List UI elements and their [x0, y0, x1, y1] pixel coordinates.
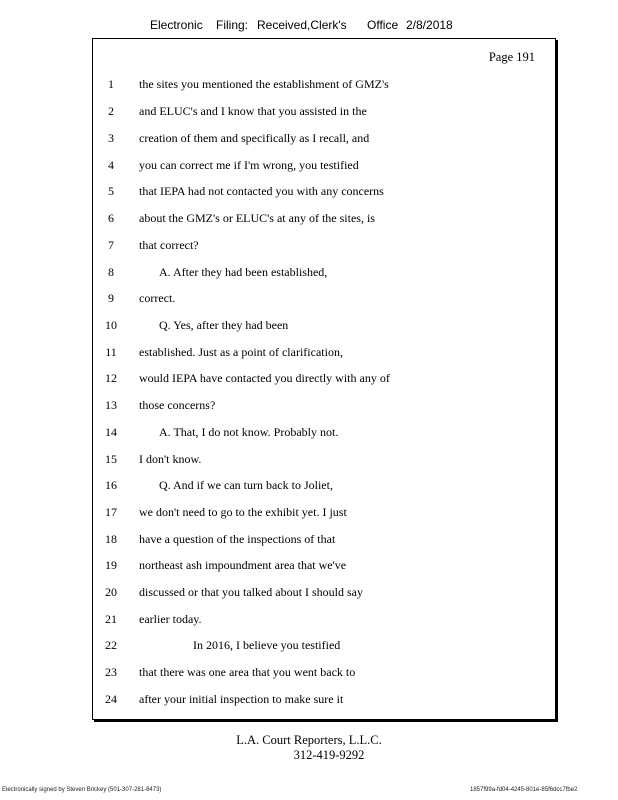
- transcript-line: [93, 342, 555, 362]
- header-office: Office: [367, 18, 399, 32]
- line-text: I don't know.: [139, 452, 202, 466]
- line-number: 16: [105, 478, 117, 492]
- line-number: 22: [105, 638, 117, 652]
- line-text: the sites you mentioned the establishment of GMZ's: [139, 77, 389, 91]
- line-text: A. After they had been established,: [159, 265, 328, 279]
- transcript-line: [93, 235, 555, 255]
- line-number: 10: [105, 318, 117, 332]
- line-text: about the GMZ's or ELUC's at any of the sites, is: [139, 211, 375, 225]
- header-filing: Filing:: [216, 18, 249, 32]
- transcript-line: [93, 74, 555, 94]
- transcript-line: [93, 422, 555, 442]
- line-text: correct.: [139, 291, 176, 305]
- line-text: Q. And if we can turn back to Joliet,: [159, 478, 333, 492]
- line-text: after your initial inspection to make sure it: [139, 692, 344, 706]
- line-number: 5: [108, 184, 114, 198]
- header-electronic: Electronic: [150, 18, 203, 32]
- line-number: 20: [105, 585, 117, 599]
- line-text: established. Just as a point of clarification,: [139, 345, 343, 359]
- header-received: Received,Clerk's: [257, 18, 347, 32]
- line-number: 14: [105, 425, 117, 439]
- line-number: 23: [105, 665, 117, 679]
- transcript-line: [93, 101, 555, 121]
- line-number: 9: [108, 291, 114, 305]
- transcript-line: [93, 662, 555, 682]
- transcript-line: [93, 529, 555, 549]
- transcript-line: [93, 449, 555, 469]
- line-text: that IEPA had not contacted you with any concerns: [139, 184, 384, 198]
- line-text: creation of them and specifically as I recall, and: [139, 131, 370, 145]
- transcript-line: [93, 155, 555, 175]
- line-number: 15: [105, 452, 117, 466]
- header-date: 2/8/2018: [406, 18, 453, 32]
- line-text: have a question of the inspections of that: [139, 532, 336, 546]
- line-number: 1: [108, 77, 114, 91]
- line-text: would IEPA have contacted you directly with any of: [139, 371, 390, 385]
- line-number: 2: [108, 104, 114, 118]
- line-text: you can correct me if I'm wrong, you testified: [139, 158, 359, 172]
- line-number: 21: [105, 612, 117, 626]
- transcript-line: [93, 475, 555, 495]
- transcript-line: [93, 181, 555, 201]
- page-number: Page 191: [488, 50, 535, 64]
- transcript-line: [93, 128, 555, 148]
- transcript-line: [93, 315, 555, 335]
- transcript-line: [93, 262, 555, 282]
- transcript-line: [93, 368, 555, 388]
- line-text: northeast ash impoundment area that we've: [139, 558, 347, 572]
- line-text: earlier today.: [139, 612, 202, 626]
- line-number: 12: [105, 371, 117, 385]
- line-text: discussed or that you talked about I should say: [139, 585, 363, 599]
- transcript-line: [93, 395, 555, 415]
- line-number: 13: [105, 398, 117, 412]
- line-number: 6: [108, 211, 114, 225]
- transcript-line: [93, 609, 555, 629]
- transcript-line: [93, 635, 555, 655]
- line-number: 24: [105, 692, 117, 706]
- line-number: 8: [108, 265, 114, 279]
- line-number: 7: [108, 238, 114, 252]
- transcript-page: [92, 38, 556, 720]
- line-text: Q. Yes, after they had been: [159, 318, 289, 332]
- line-text: and ELUC's and I know that you assisted in the: [139, 104, 367, 118]
- line-text: that there was one area that you went back to: [139, 665, 356, 679]
- transcript-line: [93, 689, 555, 709]
- line-number: 11: [105, 345, 117, 359]
- reporter-company: L.A. Court Reporters, L.L.C.: [236, 733, 382, 747]
- line-number: 17: [105, 505, 117, 519]
- line-text: those concerns?: [139, 398, 216, 412]
- line-number: 4: [108, 158, 114, 172]
- line-text: we don't need to go to the exhibit yet. I just: [139, 505, 347, 519]
- transcript-line: [93, 555, 555, 575]
- electronic-signature: Electronically signed by Steven Brickey (501-307-281-8473): [2, 787, 162, 793]
- transcript-line: [93, 288, 555, 308]
- line-text: that correct?: [139, 238, 199, 252]
- line-text: In 2016, I believe you testified: [193, 638, 341, 652]
- transcript-line: [93, 582, 555, 602]
- transcript-line: [93, 502, 555, 522]
- line-number: 19: [105, 558, 117, 572]
- transcript-line: [93, 208, 555, 228]
- line-number: 18: [105, 532, 117, 546]
- line-text: A. That, I do not know. Probably not.: [159, 425, 339, 439]
- filing-header: [0, 18, 618, 36]
- document-hash: 1857f99a-fd04-4245-801e-85f6dcc7fbe2: [470, 787, 578, 793]
- reporter-phone: 312-419-9292: [293, 748, 365, 762]
- line-number: 3: [108, 131, 114, 145]
